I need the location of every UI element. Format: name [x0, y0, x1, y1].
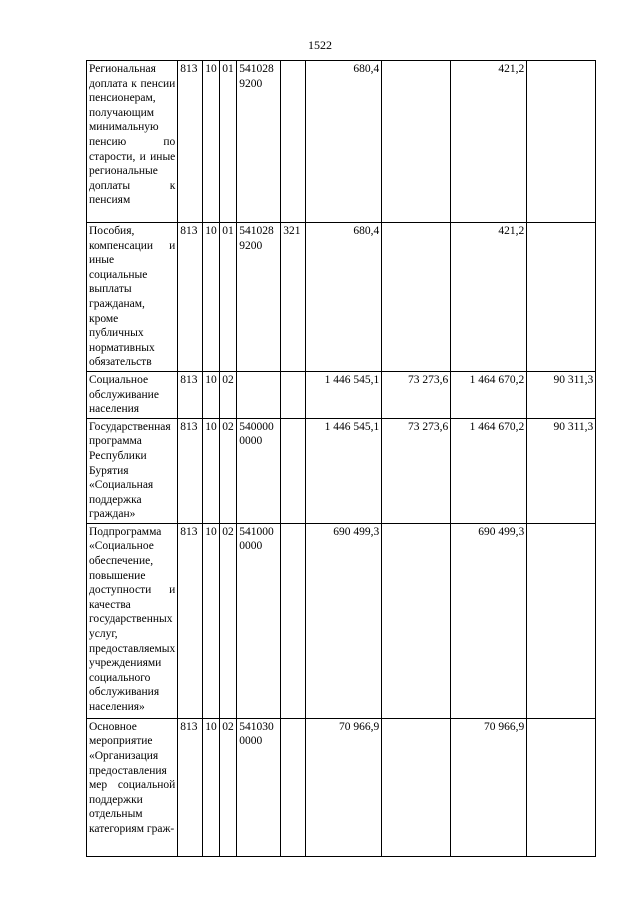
sum-year1-federal: 73 273,6 [382, 418, 451, 523]
sum-year1: 690 499,3 [306, 523, 382, 718]
sum-year1: 680,4 [306, 223, 382, 372]
subsection-code: 01 [220, 61, 237, 223]
sum-year2: 70 966,9 [451, 718, 527, 856]
subsection-code: 02 [220, 718, 237, 856]
grbs-code: 813 [178, 718, 203, 856]
sum-year1-federal [382, 718, 451, 856]
table-row [87, 61, 596, 223]
sum-year2-federal: 90 311,3 [527, 418, 596, 523]
table-row [87, 371, 596, 418]
subsection-code: 02 [220, 371, 237, 418]
expense-type-code [281, 371, 306, 418]
sum-year2-federal: 90 311,3 [527, 371, 596, 418]
grbs-code: 813 [178, 61, 203, 223]
sum-year1-federal [382, 223, 451, 372]
sum-year2: 1 464 670,2 [451, 371, 527, 418]
table-row [87, 718, 596, 856]
sum-year1: 70 966,9 [306, 718, 382, 856]
row-name: Социальное обслуживание населения [87, 371, 178, 418]
sum-year2-federal [527, 223, 596, 372]
sum-year1-federal [382, 523, 451, 718]
grbs-code: 813 [178, 523, 203, 718]
sum-year2-federal [527, 61, 596, 223]
target-article-code: 540000 0000 [237, 418, 281, 523]
sum-year1: 1 446 545,1 [306, 418, 382, 523]
sum-year2: 421,2 [451, 61, 527, 223]
expense-type-code [281, 523, 306, 718]
grbs-code: 813 [178, 371, 203, 418]
sum-year2-federal [527, 718, 596, 856]
target-article-code [237, 371, 281, 418]
section-code: 10 [203, 523, 220, 718]
section-code: 10 [203, 718, 220, 856]
target-article-code: 541000 0000 [237, 523, 281, 718]
expense-type-code [281, 61, 306, 223]
sum-year2: 1 464 670,2 [451, 418, 527, 523]
subsection-code: 02 [220, 418, 237, 523]
page-number: 1522 [308, 38, 332, 52]
table-row [87, 523, 596, 718]
section-code: 10 [203, 223, 220, 372]
sum-year1-federal [382, 61, 451, 223]
sum-year1: 680,4 [306, 61, 382, 223]
expense-type-code [281, 418, 306, 523]
target-article-code: 541028 9200 [237, 61, 281, 223]
grbs-code: 813 [178, 418, 203, 523]
budget-table [86, 60, 596, 857]
row-name: Подпрограмма «Социальное обеспечение, повышение доступности и качества государственных услуг, предоставляемых учреждениями социального обслуживания населения» [87, 523, 178, 718]
table-body [87, 61, 596, 857]
grbs-code: 813 [178, 223, 203, 372]
section-code: 10 [203, 371, 220, 418]
expense-type-code [281, 718, 306, 856]
row-name: Основное мероприятие «Организация предоставления мер социальной поддержки отдельным категориям граж- [87, 718, 178, 856]
table-row [87, 418, 596, 523]
target-article-code: 541030 0000 [237, 718, 281, 856]
expense-type-code: 321 [281, 223, 306, 372]
table-row [87, 223, 596, 372]
target-article-code: 541028 9200 [237, 223, 281, 372]
sum-year2: 421,2 [451, 223, 527, 372]
row-name: Государственная программа Республики Бурятия «Социальная поддержка граждан» [87, 418, 178, 523]
sum-year2: 690 499,3 [451, 523, 527, 718]
subsection-code: 02 [220, 523, 237, 718]
section-code: 10 [203, 61, 220, 223]
sum-year1: 1 446 545,1 [306, 371, 382, 418]
sum-year2-federal [527, 523, 596, 718]
subsection-code: 01 [220, 223, 237, 372]
section-code: 10 [203, 418, 220, 523]
row-name: Региональная доплата к пенсии пенсионерам, получающим минимальную пенсию по старости, и иные региональные доплаты к пенсиям [87, 61, 178, 223]
sum-year1-federal: 73 273,6 [382, 371, 451, 418]
row-name: Пособия, компенсации и иные социальные выплаты гражданам, кроме публичных нормативных обязательств [87, 223, 178, 372]
